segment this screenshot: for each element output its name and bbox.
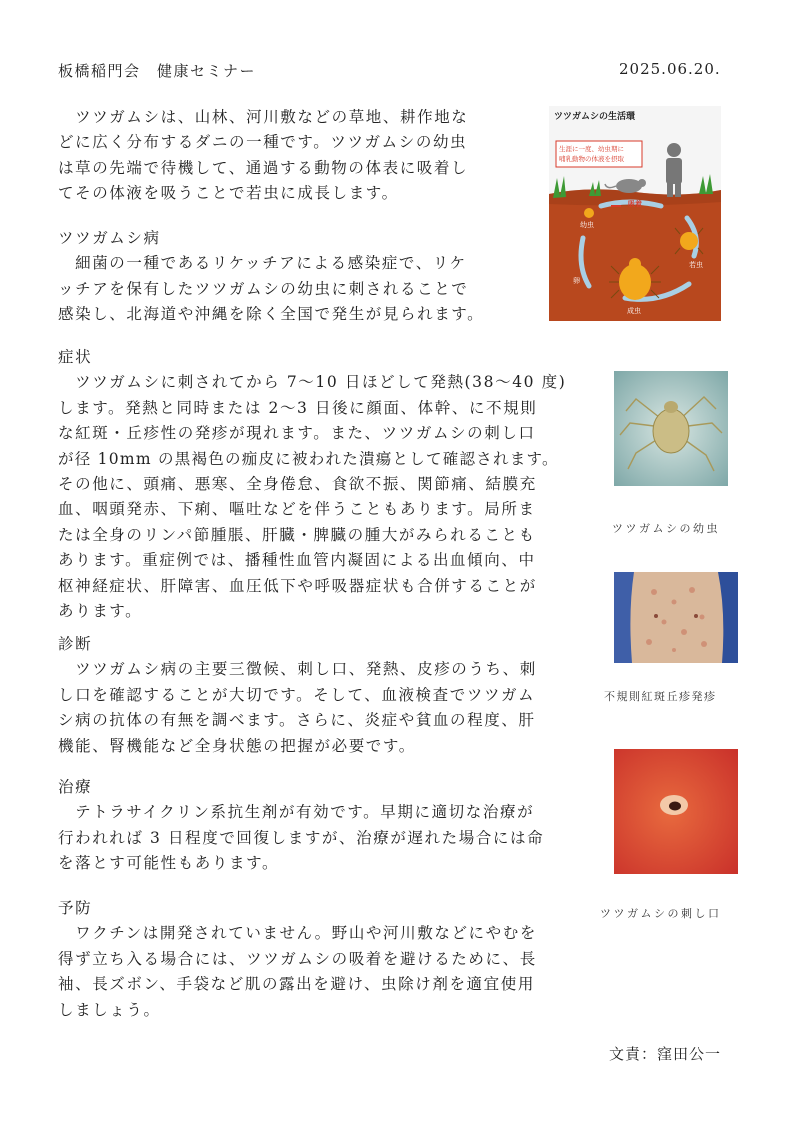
symptoms-line: 枢神経症状、肝障害、血圧低下や呼吸器症状も合併することが — [58, 576, 537, 595]
symptoms-line: が径 10mm の黒褐色の痂皮に被われた潰瘍として確認されます。 — [58, 449, 559, 468]
symptoms-line: あります。重症例では、播種性血管内凝固による出血傾向、中 — [58, 551, 536, 570]
organization-title: 板橋稲門会 健康セミナー — [58, 62, 257, 80]
bite-photo — [614, 749, 738, 874]
symptoms-line: します。発熱と同時または 2～3 日後に顔面、体幹、に不規則 — [58, 398, 538, 417]
lifecycle-note — [559, 144, 624, 164]
larva-photo — [614, 371, 728, 486]
diagnosis-line: し口を確認することが大切です。そして、血液検査でツツガム — [58, 685, 536, 704]
disease-line: 細菌の一種であるリケッチアによる感染症で、リケ — [58, 254, 467, 273]
symptoms-line: あります。 — [58, 602, 143, 621]
symptoms-line: たは全身のリンパ節腫脹、肝臓・脾臓の腫大がみられることも — [58, 525, 536, 544]
intro-line: ツツガムシは、山林、河川敷などの草地、耕作地な — [58, 108, 469, 126]
lifecycle-diagram — [549, 106, 721, 321]
intro-line: てその体液を吸うことで若虫に成長します。 — [58, 184, 399, 203]
prevention-heading: 予防 — [58, 899, 93, 917]
diagnosis-line: ツツガムシ病の主要三徴候、刺し口、発熱、皮疹のうち、刺 — [58, 660, 537, 679]
lifecycle-note-line: 哺乳動物の体液を摂取 — [559, 155, 624, 163]
treatment-line: テトラサイクリン系抗生剤が有効です。早期に適切な治療が — [58, 803, 535, 822]
date: 2025.06.20. — [619, 60, 721, 78]
bite-image — [614, 749, 738, 874]
intro-paragraph — [58, 105, 468, 207]
rash-image — [614, 572, 738, 663]
disease-line: 感染し、北海道や沖縄を除く全国で発生が見られます。 — [58, 305, 485, 324]
symptoms-section — [58, 345, 566, 624]
rash-caption: 不規則紅斑丘疹発疹 — [604, 690, 717, 703]
treatment-heading: 治療 — [58, 778, 93, 796]
treatment-line: 行われれば 3 日程度で回復しますが、治療が遅れた場合には命 — [58, 828, 545, 847]
diagnosis-line: シ病の抗体の有無を調べます。さらに、炎症や貧血の程度、肝 — [58, 711, 536, 730]
symptoms-line: な紅斑・丘疹性の発疹が現れます。また、ツツガムシの刺し口 — [58, 424, 536, 443]
prevention-line: 得ず立ち入る場合には、ツツガムシの吸着を避けるために、長 — [58, 949, 537, 968]
bite-caption: ツツガムシの刺し口 — [600, 907, 722, 920]
author-credit: 文責：窪田公一 — [609, 1045, 722, 1063]
symptoms-line: ツツガムシに刺されてから 7～10 日ほどして発熱(38～40 度) — [58, 373, 567, 392]
symptoms-heading: 症状 — [58, 348, 93, 366]
diagnosis-line: 機能、腎機能など全身状態の把握が必要です。 — [58, 736, 416, 755]
lifecycle-illustration — [549, 106, 721, 321]
label-adult: 成虫 — [627, 307, 641, 315]
label-larva: 幼虫 — [580, 221, 594, 229]
rash-photo — [614, 572, 738, 663]
disease-heading: ツツガムシ病 — [58, 229, 161, 247]
lifecycle-title: ツツガムシの生活環 — [554, 112, 636, 122]
intro-line: どに広く分布するダニの一種です。ツツガムシの幼虫 — [58, 133, 468, 152]
symptoms-line: 血、咽頭発赤、下痢、嘔吐などを伴うこともあります。局所ま — [58, 500, 536, 519]
larva-caption: ツツガムシの幼虫 — [612, 522, 720, 535]
diagnosis-section — [58, 632, 537, 759]
treatment-line: を落とす可能性もあります。 — [58, 854, 280, 873]
disease-line: ッチアを保有したツツガムシの幼虫に刺されることで — [58, 279, 469, 298]
larva-image — [614, 371, 728, 486]
prevention-line: しましょう。 — [58, 1000, 161, 1019]
disease-section — [58, 226, 484, 328]
prevention-section — [58, 896, 537, 1023]
lifecycle-note-line: 生涯に一度、幼虫期に — [559, 145, 624, 153]
prevention-line: 袖、長ズボン、手袋など肌の露出を避け、虫除け剤を適宜使用 — [58, 975, 535, 994]
intro-line: は草の先端で待機して、通過する動物の体表に吸着し — [58, 158, 469, 177]
diagnosis-heading: 診断 — [58, 635, 93, 653]
label-egg: 卵 — [573, 277, 580, 285]
label-nymph: 若虫 — [689, 261, 703, 269]
prevention-line: ワクチンは開発されていません。野山や河川敷などにやむを — [58, 924, 537, 943]
symptoms-line: その他に、頭痛、悪寒、全身倦怠、食欲不振、関節痛、結膜充 — [58, 475, 537, 494]
treatment-section — [58, 775, 544, 877]
label-attach: 吸着 — [628, 200, 642, 208]
